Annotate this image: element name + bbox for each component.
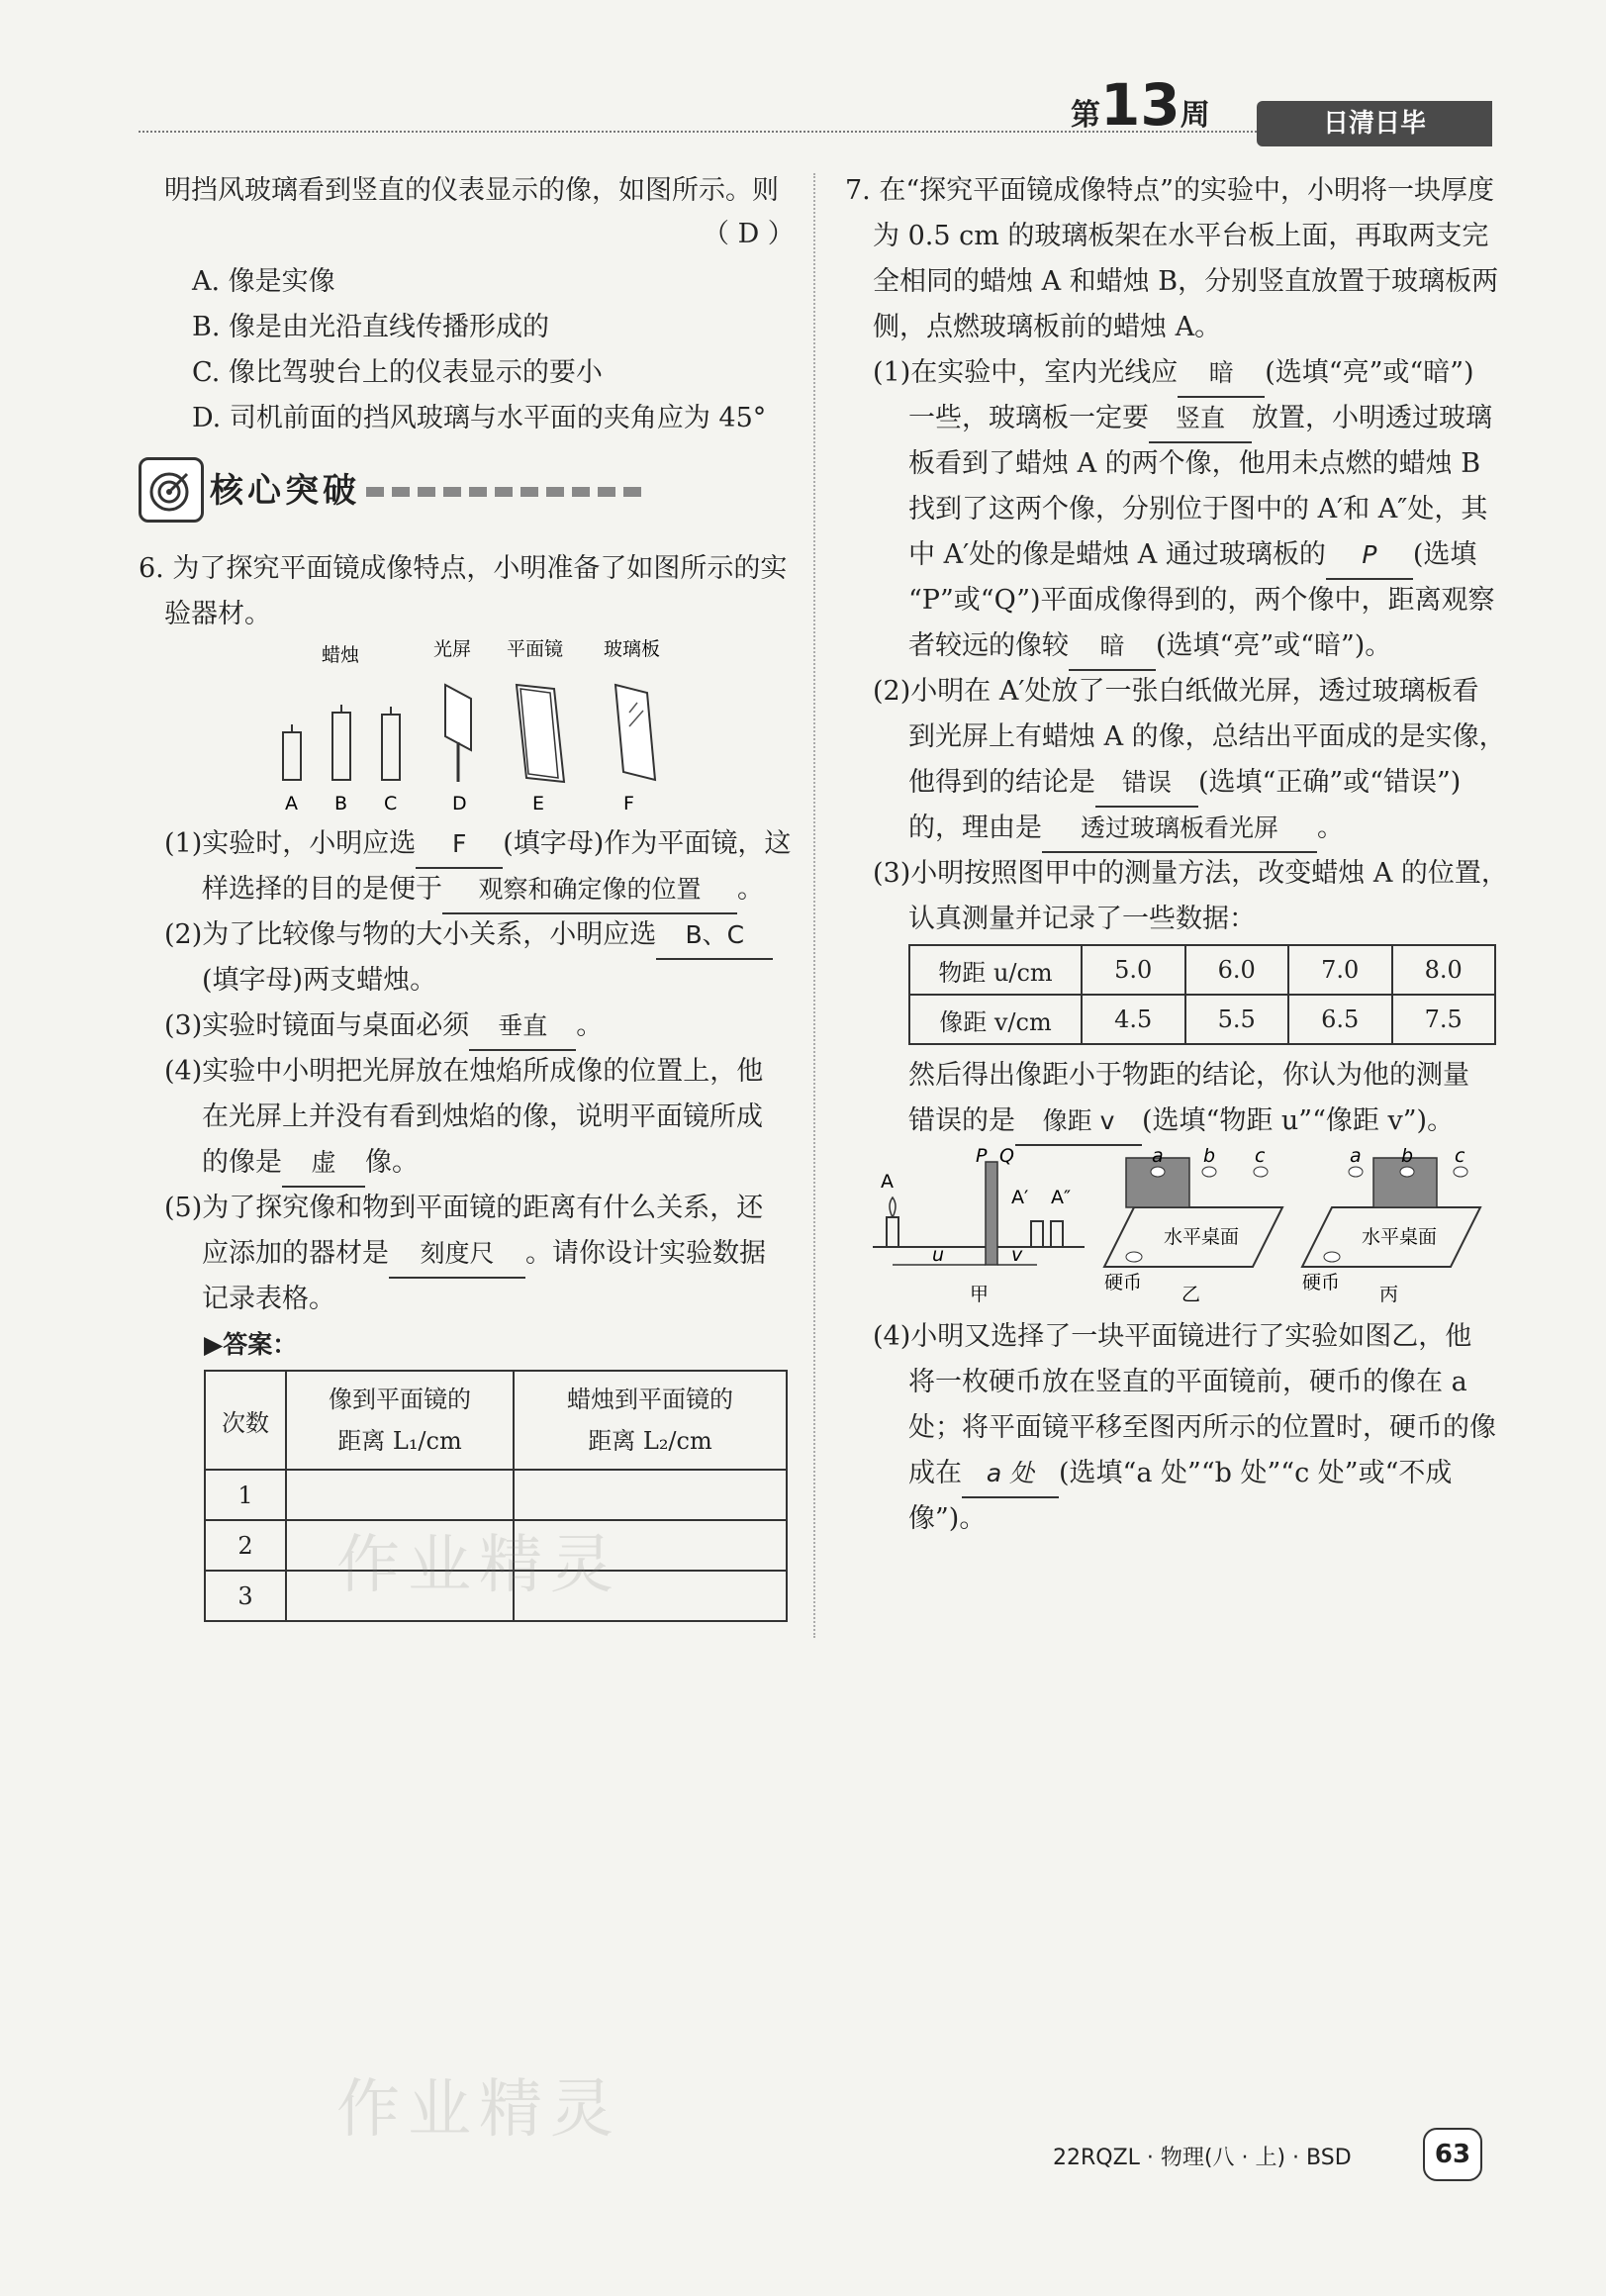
label-Q: Q <box>999 1148 1014 1167</box>
q7-part4-line1: (4)小明又选择了一块平面镜进行了实验如图乙，他 <box>873 1321 1472 1352</box>
answer-blank: F <box>416 821 503 869</box>
q7-part4-line5: 像”)。 <box>908 1503 987 1534</box>
q5-option-c: C. 像比驾驶台上的仪表显示的要小 <box>192 357 603 388</box>
answer-blank: a 处 <box>962 1451 1059 1498</box>
light-screen <box>445 685 471 782</box>
label-b: b <box>1401 1148 1414 1167</box>
candle-c <box>382 707 400 780</box>
label-A-prime: A′ <box>1011 1187 1029 1208</box>
arrow-icon: ▶ <box>204 1330 224 1359</box>
page-number: 63 <box>1423 2128 1482 2181</box>
q5-option-a: A. 像是实像 <box>192 266 335 297</box>
answer-blank: 垂直 <box>469 1004 576 1051</box>
answer-blank: P <box>1326 532 1413 580</box>
q7-part2-line3: 他得到的结论是 错误 (选填“正确”或“错误”) <box>908 760 1461 808</box>
label-coin: 硬币 <box>1104 1272 1143 1293</box>
table-header: 次数 <box>205 1371 286 1470</box>
section-bar <box>366 487 643 497</box>
q7-part4-line2: 将一枚硬币放在竖直的平面镜前，硬币的像在 a <box>908 1367 1467 1397</box>
glass-plate <box>615 685 655 780</box>
q6-part3: (3)实验时镜面与桌面必须 垂直 。 <box>164 1004 603 1051</box>
table-cell: 5.0 <box>1082 945 1185 995</box>
table-cell: 5.5 <box>1185 995 1289 1044</box>
label-candle: 蜡烛 <box>322 644 360 666</box>
q7-part2-line1: (2)小明在 A′处放了一张白纸做光屏，透过玻璃板看 <box>873 676 1479 707</box>
candle-a <box>283 724 301 780</box>
q6-part4-line2: 在光屏上并没有看到烛焰的像，说明平面镜所成 <box>202 1101 763 1132</box>
week-label: 第13周 <box>1071 71 1210 139</box>
q6-line1: 6. 为了探究平面镜成像特点，小明准备了如图所示的实 <box>139 553 788 584</box>
answer-blank: 透过玻璃板看光屏 <box>1042 806 1317 853</box>
label-coin: 硬币 <box>1302 1272 1341 1293</box>
q6-part4-line1: (4)实验中小明把光屏放在烛焰所成像的位置上，他 <box>164 1056 764 1087</box>
q6-line2: 验器材。 <box>164 599 271 629</box>
q6-part1-line2: 样选择的目的是便于 观察和确定像的位置 。 <box>202 867 764 914</box>
q7-part3-line1: (3)小明按照图甲中的测量方法，改变蜡烛 A 的位置， <box>873 858 1508 889</box>
table-cell: 6.5 <box>1288 995 1392 1044</box>
caption-bing: 丙 <box>1379 1284 1399 1305</box>
q7-part1-line4: 找到了这两个像，分别位于图中的 A′和 A″处，其 <box>908 494 1488 525</box>
candle-b <box>332 705 350 780</box>
label-c: c <box>1255 1148 1266 1167</box>
answer-blank: 虚 <box>282 1140 365 1188</box>
table-cell: 7.0 <box>1288 945 1392 995</box>
answer-blank: 观察和确定像的位置 <box>442 867 737 914</box>
q7-part1-line7: 者较远的像较 暗 (选填“亮”或“暗”)。 <box>908 623 1391 671</box>
q7-part2-line4: 的，理由是 透过玻璃板看光屏 。 <box>908 806 1344 853</box>
q5-answer: （ D ） <box>703 219 795 249</box>
table-cell <box>514 1470 787 1520</box>
target-icon <box>139 457 204 523</box>
footer-watermark: 作业精灵 <box>336 2073 621 2147</box>
q7-part3-line3: 然后得出像距小于物距的结论，你认为他的测量 <box>908 1060 1469 1091</box>
footer-code: 22RQZL · 物理(八 · 上) · BSD <box>1053 2146 1352 2170</box>
label-A-double-prime: A″ <box>1051 1187 1072 1208</box>
q7-line2: 为 0.5 cm 的玻璃板架在水平台板上面，再取两支完 <box>873 221 1489 251</box>
table-cell <box>286 1470 514 1520</box>
watermark: 作业精灵 <box>336 1529 621 1602</box>
q7-part1-line3: 板看到了蜡烛 A 的两个像，他用未点燃的蜡烛 B <box>908 448 1481 479</box>
label-table: 水平桌面 <box>1362 1226 1438 1248</box>
q6-part1-line1: (1)实验时，小明应选 F (填字母)作为平面镜，这 <box>164 821 791 869</box>
data-table <box>908 944 1496 1045</box>
answer-blank: 错误 <box>1095 760 1198 808</box>
answer-blank: 像距 v <box>1015 1099 1142 1146</box>
q6-part4-line3: 的像是 虚 像。 <box>202 1140 419 1188</box>
letter-f: F <box>623 793 634 814</box>
table-cell: 6.0 <box>1185 945 1289 995</box>
letter-e: E <box>532 793 545 814</box>
q6-part5-line1: (5)为了探究像和物到平面镜的距离有什么关系，还 <box>164 1193 764 1223</box>
label-glass: 玻璃板 <box>604 638 661 660</box>
mirror-experiment-figure <box>867 1148 1500 1306</box>
figure-yi <box>1104 1148 1282 1305</box>
q7-part3-line2: 认真测量并记录了一些数据： <box>908 904 1256 934</box>
section-banner <box>139 457 653 517</box>
table-header: 像到平面镜的 距离 L₁/cm <box>286 1371 514 1470</box>
q7-part4-line4: 成在 a 处 (选填“a 处”“b 处”“c 处”或“不成 <box>908 1451 1452 1498</box>
row-label-object-distance: 物距 u/cm <box>909 945 1082 995</box>
q7-part1-line6: “P”或“Q”)平面成像得到的，两个像中，距离观察 <box>908 585 1495 616</box>
q7-part1-line2: 一些，玻璃板一定要 竖直 放置，小明透过玻璃 <box>908 396 1492 443</box>
label-mirror: 平面镜 <box>507 638 564 660</box>
label-P: P <box>976 1148 988 1167</box>
caption-yi: 乙 <box>1181 1284 1201 1305</box>
answer-blank: 刻度尺 <box>389 1231 525 1279</box>
q7-part1-line1: (1)在实验中，室内光线应 暗 (选填“亮”或“暗”) <box>873 350 1474 398</box>
q7-part4-line3: 处；将平面镜平移至图丙所示的位置时，硬币的像 <box>908 1412 1496 1443</box>
letter-b: B <box>334 793 348 814</box>
q6-part5-line2: 应添加的器材是 刻度尺 。请你设计实验数据 <box>202 1231 766 1279</box>
table-cell: 7.5 <box>1392 995 1496 1044</box>
table-cell: 2 <box>205 1520 286 1571</box>
q6-part5-line3: 记录表格。 <box>202 1284 335 1314</box>
q6-part2-line2: (填字母)两支蜡烛。 <box>202 965 437 996</box>
header-badge: 日清日毕 <box>1257 101 1492 146</box>
label-table: 水平桌面 <box>1164 1226 1240 1248</box>
letter-a: A <box>285 793 298 814</box>
label-A: A <box>881 1171 894 1193</box>
letter-d: D <box>452 793 467 814</box>
q6-part2-line1: (2)为了比较像与物的大小关系，小明应选 B、C <box>164 912 773 960</box>
letter-c: C <box>384 793 398 814</box>
answer-blank: 暗 <box>1069 623 1156 671</box>
caption-jia: 甲 <box>970 1284 990 1305</box>
table-cell: 8.0 <box>1392 945 1496 995</box>
answer-blank: 暗 <box>1178 350 1265 398</box>
q5-continuation: 明挡风玻璃看到竖直的仪表显示的像，如图所示。则 <box>164 175 779 206</box>
label-c: c <box>1455 1148 1465 1167</box>
label-v: v <box>1011 1244 1023 1266</box>
label-b: b <box>1203 1148 1216 1167</box>
row-label-image-distance: 像距 v/cm <box>909 995 1082 1044</box>
q7-line1: 7. 在“探究平面镜成像特点”的实验中，小明将一块厚度 <box>845 175 1494 206</box>
q5-option-d: D. 司机前面的挡风玻璃与水平面的夹角应为 45° <box>192 403 767 433</box>
table-cell: 1 <box>205 1470 286 1520</box>
label-a: a <box>1350 1148 1362 1167</box>
label-u: u <box>932 1244 945 1266</box>
apparatus-figure <box>267 633 683 821</box>
label-screen: 光屏 <box>433 638 472 660</box>
q7-line3: 全相同的蜡烛 A 和蜡烛 B，分别竖直放置于玻璃板两 <box>873 266 1499 297</box>
label-a: a <box>1152 1148 1164 1167</box>
figure-bing <box>1302 1148 1480 1305</box>
q7-part1-line5: 中 A′处的像是蜡烛 A 通过玻璃板的 P (选填 <box>908 532 1476 580</box>
table-cell: 4.5 <box>1082 995 1185 1044</box>
section-title: 核心突破 <box>210 471 360 511</box>
table-cell: 3 <box>205 1571 286 1621</box>
answer-blank: 竖直 <box>1149 396 1252 443</box>
column-divider <box>813 173 815 1638</box>
table-header: 蜡烛到平面镜的 距离 L₂/cm <box>514 1371 787 1470</box>
q5-option-b: B. 像是由光沿直线传播形成的 <box>192 312 550 342</box>
q7-part3-line4: 错误的是 像距 v (选填“物距 u”“像距 v”)。 <box>908 1099 1454 1146</box>
q7-line4: 侧，点燃玻璃板前的蜡烛 A。 <box>873 312 1222 342</box>
figure-jia <box>873 1148 1085 1305</box>
q7-part2-line2: 到光屏上有蜡烛 A 的像，总结出平面成的是实像， <box>908 721 1506 752</box>
answer-label: ▶答案： <box>204 1330 298 1359</box>
plane-mirror <box>517 685 564 782</box>
answer-blank: B、C <box>656 912 773 960</box>
